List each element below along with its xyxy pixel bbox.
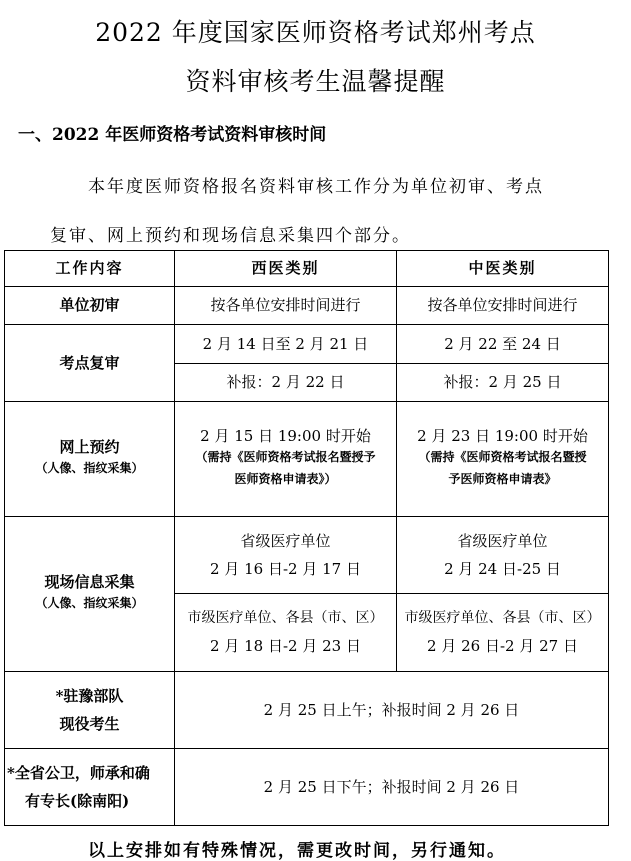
west-unit: 市级医疗单位、各县（市、区） [187,609,384,626]
title-line-1: 2022 年度国家医师资格考试郑州考点 [95,18,536,47]
table-row [5,672,609,749]
tcm-note-2: 予医师资格申请表》 [448,472,557,487]
table-row [5,402,609,517]
row-label-cell [5,672,175,749]
table-row [5,325,609,364]
cell-tcm [397,402,609,517]
cell-west: 按各单位安排时间进行 [175,287,397,325]
header-west: 西医类别 [175,251,397,287]
cell-tcm [397,594,609,672]
cell-tcm: 2 月 22 至 24 日 [397,325,609,364]
row-label-cell [5,402,175,517]
cell-merged: 2 月 25 日上午；补报时间 2 月 26 日 [175,672,609,749]
header-work: 工作内容 [5,251,175,287]
tcm-date: 2 月 24 日-25 日 [444,560,561,578]
cell-west [175,402,397,517]
row-label: 现场信息采集 [44,573,135,592]
cell-west [175,594,397,672]
tcm-date: 2 月 26 日-2 月 27 日 [427,636,578,655]
cell-west [175,517,397,594]
schedule-table [4,250,609,826]
row-sublabel: （人像、指纹采集） [35,595,144,610]
row-label: 现役考生 [59,715,120,733]
tcm-unit: 市级医疗单位、各县（市、区） [404,609,601,626]
west-note-1: （需持《医师资格考试报名暨授予 [195,449,376,464]
row-label: 单位初审 [5,287,175,325]
header-tcm: 中医类别 [397,251,609,287]
cell-west: 2 月 14 日至 2 月 21 日 [175,325,397,364]
table-row [5,287,609,325]
row-label: 有专长(除南阳) [25,792,130,810]
cell-merged: 2 月 25 日下午；补报时间 2 月 26 日 [175,749,609,826]
tcm-time: 2 月 23 日 19:00 时开始 [417,426,588,445]
row-label: 考点复审 [5,325,175,402]
title-line-2: 资料审核考生温馨提醒 [185,67,446,96]
cell-tcm: 补报：2 月 25 日 [397,364,609,402]
row-sublabel: （人像、指纹采集） [35,460,144,475]
section-heading: 一、2022 年医师资格考试资料审核时间 [18,125,327,145]
row-label: *全省公卫，师承和确 [7,763,150,782]
table-row [5,749,609,826]
west-date: 2 月 18 日-2 月 23 日 [210,636,361,655]
intro-line-1: 本年度医师资格报名资料审核工作分为单位初审、考点 [88,177,544,197]
west-time: 2 月 15 日 19:00 时开始 [200,426,371,445]
cell-tcm: 按各单位安排时间进行 [397,287,609,325]
cell-tcm [397,517,609,594]
row-label: *驻豫部队 [55,686,124,705]
west-date: 2 月 16 日-2 月 17 日 [210,560,361,578]
table-header-row [5,251,609,287]
tcm-note-1: （需持《医师资格考试报名暨授 [418,449,587,464]
row-label-cell [5,517,175,672]
intro-line-2: 复审、网上预约和现场信息采集四个部分。 [50,226,411,246]
row-label-cell [5,749,175,826]
cell-west: 补报：2 月 22 日 [175,364,397,402]
west-note-2: 医师资格申请表》） [234,472,337,487]
row-label: 网上预约 [59,438,120,457]
footer-note: 以上安排如有特殊情况，需更改时间，另行通知。 [88,841,506,861]
table-row [5,517,609,594]
west-unit: 省级医疗单位 [240,531,331,550]
tcm-unit: 省级医疗单位 [457,531,548,550]
